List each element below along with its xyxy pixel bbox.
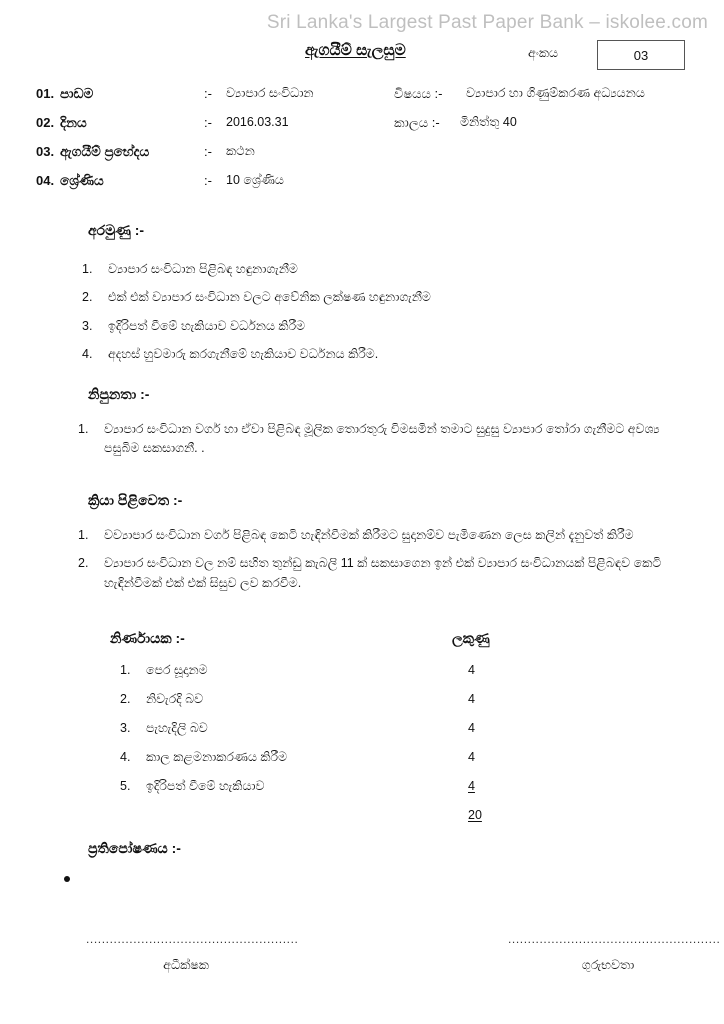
criteria-table xyxy=(120,663,540,808)
list-item-text: ඉදිරිපත් වීමේ හැකියාව වර්ධනය කිරීම xyxy=(108,318,306,333)
list-item-number: 1. xyxy=(78,528,89,542)
list-item-text: ව්‍යාපාර සංවිධාන පිළිබඳ හඳුනාගැනීම xyxy=(108,262,298,276)
list-item-number: 2. xyxy=(82,290,93,305)
list-item xyxy=(82,317,642,336)
list-item-text: ව්‍යාපාර සංවිධාන වල නම් සහිත තුන්ඩු කැබලි 11 ක් සකසාගෙන ඉන් එක් ව්‍යාපාර සංවිධානයක් පිළිබඳව කෙටි හැඳින්වීමක් එක් එක් සිසුව ලව කරවීම. xyxy=(104,556,662,590)
signature-line: ...................................................... xyxy=(86,932,299,946)
marks-column-heading: ලකුණු xyxy=(452,630,490,646)
meta-key-assessment-type: ඇගයීම් ප්‍රභේදය xyxy=(60,144,150,159)
list-item xyxy=(78,526,690,545)
criteria-mark: 4 xyxy=(468,663,475,677)
list-item xyxy=(82,260,642,279)
meta-row-grade xyxy=(36,173,696,202)
list-item xyxy=(78,420,688,459)
meta-key-subject: විෂයය :- xyxy=(394,86,443,101)
signature-block-supervisor xyxy=(86,932,299,973)
list-item-text: වව්‍යාපාර සංවිධාන වර්ග පිළිබඳ කෙටි හැඳින්වීමක් කිරීමට සුදානම්ව පැමිණෙන ලෙස කලින් දැනුවත් කිරීම xyxy=(104,528,634,542)
table-row xyxy=(120,721,540,750)
signature-block-teacher xyxy=(508,932,721,973)
procedure-list xyxy=(78,526,690,602)
criteria-label: කාල කළමනාකරණය කිරීම xyxy=(146,750,288,764)
feedback-item-text xyxy=(80,870,90,884)
meta-colon: :- xyxy=(204,86,212,101)
list-item xyxy=(82,345,642,364)
meta-value-grade: 10 ශ්‍රේණිය xyxy=(226,173,284,187)
meta-colon: :- xyxy=(204,115,212,130)
criteria-mark: 4 xyxy=(468,692,475,706)
procedure-heading: ක්‍රියා පිළිවෙත :- xyxy=(88,492,183,508)
list-item-number: 2. xyxy=(78,556,89,571)
criteria-number: 2. xyxy=(120,692,131,706)
meta-row-lesson xyxy=(36,86,696,115)
criteria-mark: 4 xyxy=(468,750,475,764)
criteria-number: 3. xyxy=(120,721,131,735)
meta-value-duration: මිනිත්තු 40 xyxy=(460,115,517,129)
list-item-text: එක් එක් ව්‍යාපාර සංවිධාන වලට අවේනික ලක්ෂණ හඳුනාගැනීම xyxy=(108,290,431,305)
list-item-number: 4. xyxy=(82,347,93,362)
criteria-mark: 4 xyxy=(468,779,475,793)
objectives-list xyxy=(82,260,642,374)
meta-key-date: දිනය xyxy=(60,115,87,130)
meta-key-lesson: පාඩම xyxy=(60,86,94,101)
meta-index: 02. xyxy=(36,115,55,130)
list-item-text: ව්‍යාපාර සංවිධාන වර්ග හා ඒවා පිළිබඳ මූලික තොරතුරු විමසමින් තමාට සුදුසු ව්‍යාපාර තෝරා ගැනීමට අවශ්‍ය පසුබිම සකසාගනී. . xyxy=(104,422,660,456)
criteria-label: ඉදිරිපත් වීමේ හැකියාව xyxy=(146,779,265,793)
list-item-text: අදහස් හුවමාරු කරගැනීමේ හැකියාව වර්ධනය කිරීම. xyxy=(108,347,379,362)
meta-value-date: 2016.03.31 xyxy=(226,115,289,129)
meta-key-duration: කාලය :- xyxy=(394,115,440,130)
competency-heading: නිපුනතා :- xyxy=(88,386,150,402)
competency-list xyxy=(78,420,688,468)
signature-caption-teacher: ගුරුභවතා xyxy=(581,958,635,972)
plan-number-label: අංකය xyxy=(528,46,559,60)
meta-row-assessment-type xyxy=(36,144,696,173)
meta-key-grade: ශ්‍රේණිය xyxy=(60,173,104,188)
meta-block xyxy=(36,86,696,202)
criteria-label: පෙර සූදානම xyxy=(146,663,208,677)
meta-index: 04. xyxy=(36,173,55,188)
title-row xyxy=(0,40,724,74)
meta-value-lesson: ව්‍යාපාර සංවිධාන xyxy=(226,86,314,100)
meta-row-date xyxy=(36,115,696,144)
meta-value-assessment-type: කථන xyxy=(226,144,255,158)
meta-index: 01. xyxy=(36,86,55,101)
criteria-heading: නිර්ණායක :- xyxy=(110,630,185,646)
signature-line: ...................................................... xyxy=(508,932,721,946)
criteria-mark: 4 xyxy=(468,721,475,735)
meta-index: 03. xyxy=(36,144,55,159)
bullet-icon xyxy=(64,876,70,882)
watermark-text: Sri Lanka's Largest Past Paper Bank – iskolee.com xyxy=(266,12,708,33)
plan-number-box: 03 xyxy=(597,40,685,70)
criteria-number: 5. xyxy=(120,779,131,793)
criteria-number: 4. xyxy=(120,750,131,764)
table-row xyxy=(120,779,540,808)
criteria-total-marks: 20 xyxy=(468,808,482,822)
meta-colon: :- xyxy=(204,144,212,159)
table-row xyxy=(120,692,540,721)
meta-colon: :- xyxy=(204,173,212,188)
list-item-number: 3. xyxy=(82,318,93,333)
feedback-heading: ප්‍රතිපෝෂණය :- xyxy=(88,840,181,856)
objectives-heading: අරමුණු :- xyxy=(88,222,145,238)
table-row xyxy=(120,750,540,779)
meta-value-subject: ව්‍යාපාර හා ගිණුම්කරණ අධ්‍යයනය xyxy=(466,86,645,100)
criteria-label: පැහැදිලි බව xyxy=(146,721,208,735)
list-item xyxy=(82,288,642,307)
list-item-number: 1. xyxy=(78,422,89,436)
table-row xyxy=(120,663,540,692)
criteria-number: 1. xyxy=(120,663,131,677)
list-item-number: 1. xyxy=(82,262,93,276)
page-title: ඇගයීම් සැලසුම xyxy=(305,42,406,59)
criteria-label: නිවැරදි බව xyxy=(146,692,204,706)
list-item xyxy=(78,554,690,593)
signature-caption-supervisor: අධීක්ෂක xyxy=(163,958,209,972)
